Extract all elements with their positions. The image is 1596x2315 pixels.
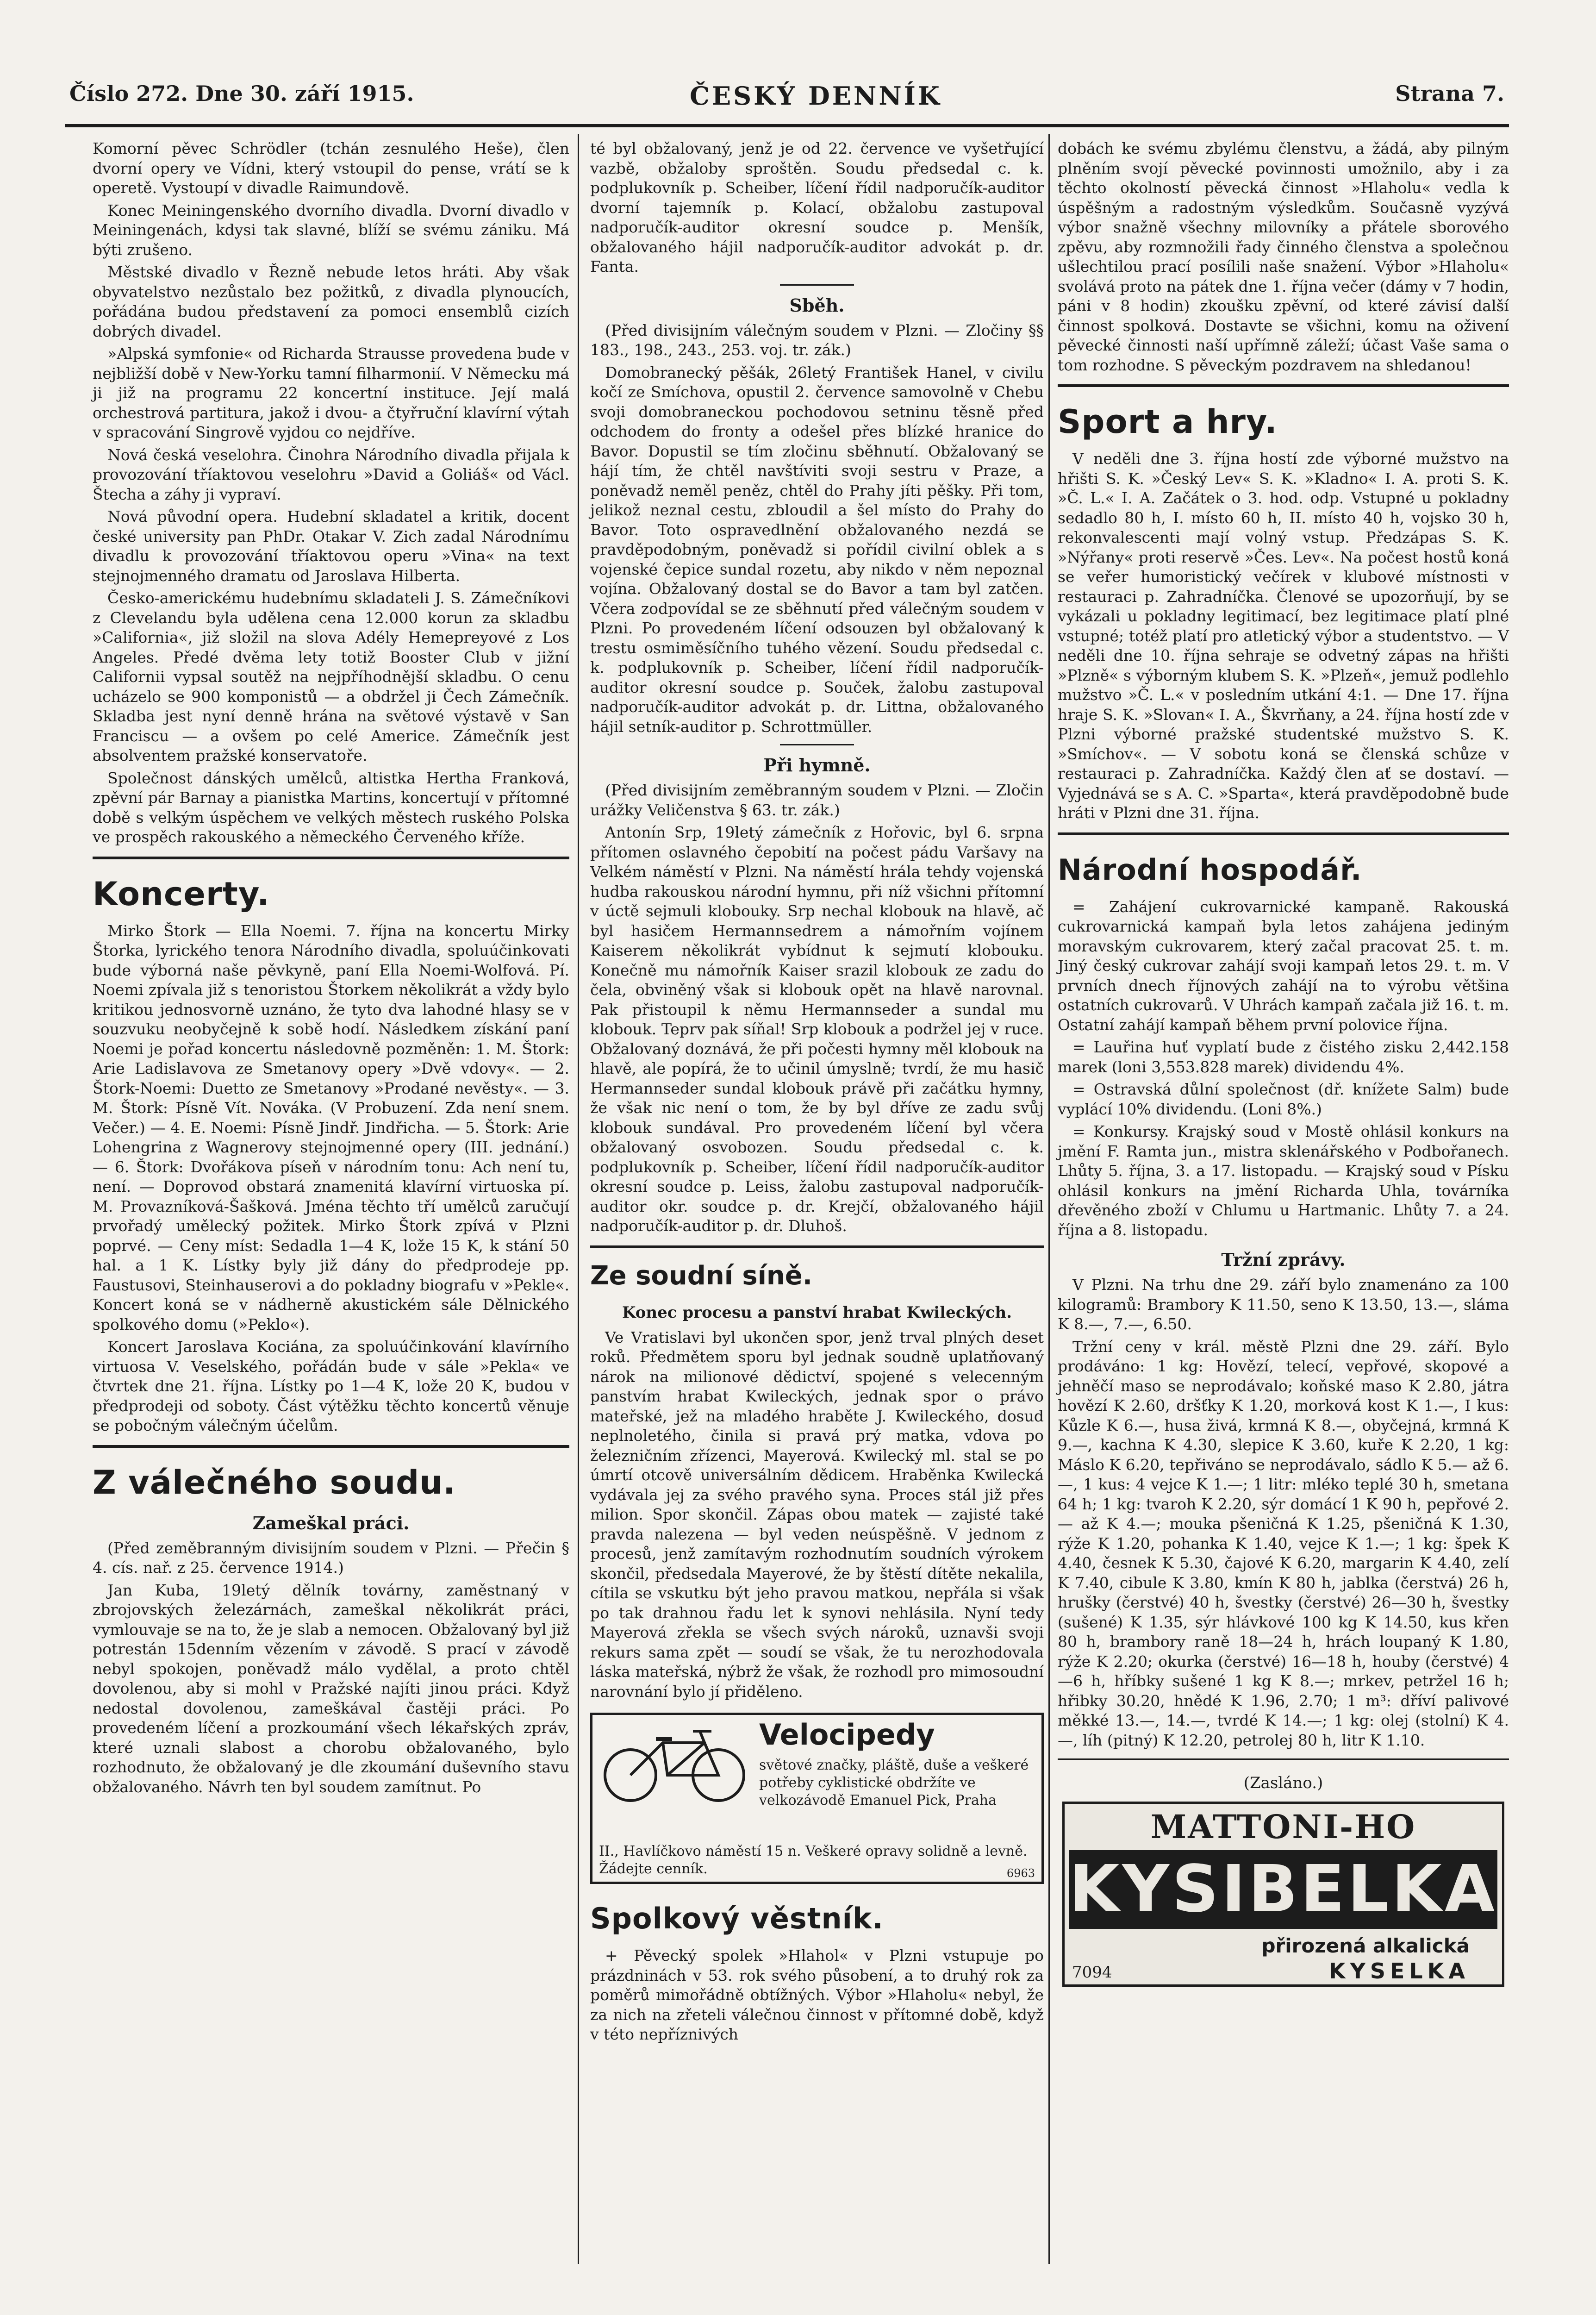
bicycle-icon bbox=[598, 1724, 751, 1803]
section-rule bbox=[1058, 832, 1509, 835]
section-heading-narodni-hospodar: Národní hospodář. bbox=[1058, 852, 1362, 887]
subheading-pri-hymne: Při hymně. bbox=[763, 755, 871, 776]
column-2 bbox=[590, 139, 1044, 2043]
article-trzni-ceny: Tržní ceny v král. městě Plzni dne 29. září. Bylo prodáváno: 1 kg: Hovězí, telecí, vepřové, skopové a jehněčí maso se neprodávalo; koňské maso K 2.80, játra hovězí K 2.60, dršťky K 1.20, morková kost K 1.—, I kus: Kůzle K 6.—, husa živá, krmná K 8.—, obyčejná, krmná K 9.—, kachna K 4.30, slepice K 3.60, kuře K 2.20, 1 kg: Máslo K 6.20, tepřiváno se neprodávalo, sádlo K 5.— až 6.—, 1 kus: 4 vejce K 1.—; 1 litr: mléko teplé 30 h, smetana 64 h; 1 kg: tvaroh K 2.20, sýr domácí 1 K 90 h, pepřové 2.— až K 4.—; mouka pšeničná K 1.25, pšeničná K 1.30, rýže K 1.20, pohanka K 1.40, vejce K 1.—; 1 kg: špek K 4.40, česnek K 5.30, čajové K 6.20, margarin K 4.40, zelí K 7.40, cibule K 3.80, kmín K 80 h, jablka (čerstvá) 26 h, hrušky (čerstvé) 40 h, švestky (čerstvé) 26—30 h, švestky (sušené) K 1.35, sýr hlávkové 100 kg K 14.50, kus křen 80 h, brambory raně 18—24 h, hrách loupaný K 1.80, rýže K 2.20; okurka (čerstvé) 16—18 h, houby (čerstvé) 4—6 h, hříbky sušené 1 kg K 8.—; mrkev, petržel 16 h; hřibky 30.20, hnědé K 1.96, 2.70; 1 m³: dříví palivové měkké 13.—, 14.—, tvrdé K 14.—; 1 kg: olej (stolní) K 4.—, líh (pitný) K 12.20, petrolej 80 h, litr K 1.10. bbox=[1058, 1337, 1509, 1749]
section-rule bbox=[93, 857, 569, 859]
article-rezno: Městské divadlo v Řezně nebude letos hráti. Aby však obyvatelstvo nezůstalo bez požitků, z divadla plynoucích, pořádána budou představení za pomoci ensemblů cizích dobrých divadel. bbox=[93, 263, 569, 340]
zaslano-label: (Zasláno.) bbox=[1243, 1774, 1323, 1792]
column-divider-1 bbox=[578, 134, 579, 2264]
article-trh-plzen: V Plzni. Na trhu dne 29. září bylo znamenáno za 100 kilogramů: Brambory K 11.50, seno K 13.50, 13.—, sláma K 8.—, 7.—, 6.50. bbox=[1058, 1276, 1509, 1333]
article-meiningen: Konec Meiningenského dvorního divadla. Dvorní divadlo v Meiningenách, kdysi tak slavné, blíží se svému zániku. Má býti zrušeno. bbox=[93, 201, 569, 259]
article-danska-spolecnost: Společnost dánských umělců, altistka Hertha Franková, zpěvní pár Barnay a pianistka Martins, koncertují v přítomné době s velkým úspěchem ve velkých městech ruského Polska ve prospěch rakouského a německého Červeného kříže. bbox=[93, 769, 569, 846]
advertisement-mattoni bbox=[1062, 1802, 1504, 1987]
article-stork-noemi: Mirko Štork — Ella Noemi. 7. října na koncertu Mirky Štorka, lyrického tenora Národního divadla, spoluúčinkovati bude výborná naše pěvkyně, paní Ella Noemi-Wolfová. Pí. Noemi zpívala již s tenoristou Štorkem několikrát a vždy bylo kritikou jednosvorně uznáno, že tyto dva lahodné hlasy se v souzvuku neobyčejně k sobě hodí. Následkem získání paní Noemi je pořad koncertu následovně pozměněn: 1. M. Štork: Arie Ladislavova ze Smetanovy opery »Dvě vdovy«. — 2. Štork-Noemi: Duetto ze Smetanovy »Prodané nevěsty«. — 3. M. Štork: Písně Vít. Nováka. (V Probuzení. Zda není snem. Večer.) — 4. E. Noemi: Písně Jindř. Jindřicha. — 5. Štork: Arie Lohengrina z Wagnerovy stejnojmenné opery (III. jednání.) — 6. Štork: Dvořákova píseň v národním tonu: Ach není tu, není. — Doprovod obstará znamenitá klavírní virtuoska pí. M. Provazníková-Šašková. Jména těchto tří umělců zaručují prvořadý umělecký požitek. Mirko Štork zpívá v Plzni poprvé. — Ceny míst: Sedadla 1—4 K, lože 15 K, k stání 50 hal. a 1 K. Lístky byly již dány do předprodeje pp. Faustusovi, Steinhauserovi a do pokladny biografu v »Pekle«. Koncert koná se v nádherně akustickém sále Dělnického spolkového domu (»Peklo«). bbox=[93, 921, 569, 1333]
subheading-kwilecki: Konec procesu a panství hrabat Kwileckých. bbox=[622, 1303, 1012, 1322]
masthead-rule bbox=[65, 124, 1509, 127]
article-cukrovarnicka-kampan: = Zahájení cukrovarnické kampaně. Rakouská cukrovarnická kampaň byla letos zahájena jediným moravským cukrovarem, který začal pracovat 25. t. m. Jiný český cukrovar zahájí svoji kampaň letos 29. t. m. V prvních dnech říjnových zahájí na to výrobu většina ostatních cukrovarů. V Uhrách kampaň začala již 16. t. m. Ostatní zahájí kampaň během první polovice října. bbox=[1058, 897, 1509, 1034]
newspaper-title: ČESKÝ DENNÍK bbox=[690, 81, 942, 111]
ad-velocipedy-number: 6963 bbox=[1006, 1867, 1035, 1880]
article-zamecnik: Česko-americkému hudebnímu skladateli J. S. Zámečníkovi z Clevelandu byla udělena cena 12.000 korun za skladbu »California«, již složil na slova Adély Hemepreyové z Los Angeles. Předé dvěma lety totiž Booster Club v jižní Californii vypsal soutěž na nejpříhodnější skladbu. O cenu ucházelo se 900 komponistů — a obdržel ji Čech Zámečník. Skladba jest nyní denně hrána na světové výstavě v San Franciscu — a ovšem po celé Americe. Zámečník jest absolventem pražské konservatoře. bbox=[93, 589, 569, 764]
article-hlahol: + Pěvecký spolek »Hlahol« v Plzni vstupuje po prázdninách v 53. rok svého působení, a to druhý rok za poměrů mimořádně obtížných. Výbor »Hlaholu« nebyl, že za nich na zřeteli válečnou činnost v přítomné době, když v této nepříznivých bbox=[590, 1946, 1044, 2043]
article-konkursy: = Konkursy. Krajský soud v Mostě ohlásil konkurs na jmění F. Ramta jun., mistra sklenářského v Podbořanech. Lhůty 5. října, 3. a 17. listopadu. — Krajský soud v Písku ohlásil konkurs na jmění Richarda Uhla, továrníka dřevěného zboží v Chlumu u Hartmanic. Lhůty 7. a 24. října a 8. listopadu. bbox=[1058, 1122, 1509, 1239]
article-alpska-symfonie: »Alpská symfonie« od Richarda Strausse provedena bude v nejbližší době v New-Yorku tamní filharmonií. V Německu má ji již na programu 22 koncertní instituce. Její malá orchestrová partitura, jakož i dvou- a čtyřruční klavírní výtah v spracování Singrově vyjdou co nejdříve. bbox=[93, 344, 569, 441]
article-schrodler: Komorní pěvec Schrödler (tchán zesnulého Heše), člen dvorní opery ve Vídni, který vstoupil do pense, vrátí se k operetě. Vystoupí v divadle Raimundově. bbox=[93, 139, 569, 197]
section-rule bbox=[590, 1245, 1044, 1248]
article-ostravska-spolecnost: = Ostravská důlní společnost (dř. knížete Salm) bude vyplácí 10% dividendu. (Loni 8%.) bbox=[1058, 1080, 1509, 1118]
column-1 bbox=[93, 139, 569, 2278]
column-3 bbox=[1058, 139, 1509, 2278]
ad-velocipedy-body: světové značky, pláště, duše a veškeré potřeby cyklistické obdržíte ve velkozávodě Emanuel Pick, Praha bbox=[759, 1757, 1029, 1808]
masthead bbox=[69, 81, 1504, 123]
article-hymne: Antonín Srp, 19letý zámečník z Hořovic, byl 6. srpna přítomen oslavného čepobití na počest pádu Varšavy na Velkém náměstí v Plzni. Na náměstí hrála tehdy vojenská hudba rakouskou národní hymnu, při níž všichni přítomní v úctě sejmuli klobouky. Srp nechal klobouk na hlavě, ač byl hasičem Hermannsedrem a námořním vojínem Kaiserem několikrát vybídnut k sejmutí klobouku. Konečně mu námořník Kaiser srazil klobouk ze zadu do čela, obviněný však si klobouk opět na hlavě narovnal. Pak přistoupil k němu Hermannseder a sundal mu klobouk. Teprv pak síňal! Srp klobouk a podržel jej v ruce. Obžalovaný doznává, že při počesti hymny měl klobouk na hlavě, ale popírá, že to učinil úmyslně; tvrdí, že mu hasič Hermannseder sundal klobouk právě při začátku hymny, že však nic není o tom, že by byl dříve ze zadu svůj klobouk sundával. Pro provedeném líčení byl včera obžalovaný osvobozen. Soudu předsedal c. k. podplukovník p. Scheiber, líčení řídil nadporučík-auditor okresní soudce p. Leiss, žalobu zastupoval nadporučík-auditor okr. soudce p. dr. Krejčí, obžalovaného hájil nadporučík-auditor p. dr. Dluhoš. bbox=[590, 823, 1044, 1235]
section-heading-spolkovy-vestnik: Spolkový věstník. bbox=[590, 1902, 884, 1935]
section-heading-soudni-sin: Ze soudní síně. bbox=[590, 1260, 813, 1291]
article-kocian: Koncert Jaroslava Kociána, za spoluúčinkování klavírního virtuosa V. Veselského, pořádán bude v sále »Pekla« ve čtvrtek dne 21. října. Lístky po 1—4 K, lože 20 K, budou v předprodeji od soboty. Část výtěžku těchto koncertů věnuje se pobočným válečným účelům. bbox=[93, 1338, 569, 1434]
article-nova-opera: Nová původní opera. Hudební skladatel a kritik, docent české university pan PhDr. Otakar V. Zich zadal Národnímu divadlu k provozování tříaktovou operu »Vina« na text stejnojmenného dramatu od Jaroslava Hilberta. bbox=[93, 507, 569, 585]
article-jan-kuba: Jan Kuba, 19letý dělník továrny, zaměstnaný v zbrojovských železárnách, zameškal několikrát práci, vymlouvaje se na to, že je slab a nemocen. Obžalovaný byl již potrestán 15denním vězením v závodě. S prací v závodě nebyl spokojen, poněvadž málo vydělal, a proto chtěl dovolenou, aby si mohl v Pražské najíti jinou práci. Když nedostal dovolenou, zameškával častěji práci. Po provedeném líčení a prozkoumání všech lékařských zpráv, které uznali slabost a chorobu obžalovaného, bylo rozhodnuto, že obžalovaný je dle zkoumání duševního stavu obžalovaného. Návrh ten byl soudem zamítnut. Po bbox=[93, 1581, 569, 1796]
ad-mattoni-kyselka: KYSELKA bbox=[1328, 1958, 1470, 1983]
article-nova-veselohra: Nová česká veselohra. Činohra Národního divadla přijala k provozování tříaktovou veselohru »David a Goliáš« od Václ. Štecha a záhy ji vypraví. bbox=[93, 445, 569, 503]
article-laurina-hut: = Lauřina huť vyplatí bude z čistého zisku 2,442.158 marek (loni 3,553.828 marek) dividendu 4%. bbox=[1058, 1038, 1509, 1076]
ad-velocipedy-title: Velocipedy bbox=[759, 1718, 935, 1752]
section-heading-koncerty: Koncerty. bbox=[93, 875, 270, 913]
article-kwilecki: Ve Vratislavi byl ukončen spor, jenž trval plných deset roků. Předmětem sporu byl jednak soudně uplatňovaný nárok na milionové dědictví, spojené s velecenným panstvím hrabat Kwileckých, jednak spor o právo mateřské, jež na mladého hraběte J. Kwileckého, dosud neplnoletého, činila si pravá prý matka, vdova po železničním zřízenci, Mayerová. Kwilecký ml. stal se po úmrtí otcově universálním dědicem. Hraběnka Kwilecká vydávala jej za svého pravého syna. Proces stál již přes milion. Spor skončil. Zápas obou matek — zajisté také pravda nalezena — byl veden neúspěšně. V jednom z procesů, jenž zamítavým rozhodnutím soudních výrokem skončil, předsedala Mayerové, že by štěstí dítěte nekalila, cítila se vskutku být jeho pravou matkou, nepřála si však po tak drahnou řadu let k synovi nehlásila. Nyní tedy Mayerová zřekla se všech svých nároků, uznavši svoji rekurs sama zpět — soudí se však, že tu nerozhodovala láska mateřská, nýbrž že však, že rozhodl pro mimosoudní narovnání bylo jí přiděleno. bbox=[590, 1328, 1044, 1701]
article-continued: té byl obžalovaný, jenž je od 22. července ve vyšetřující vazbě, obžaloby sproštěn. Soudu předsedal c. k. podplukovník p. Scheiber, líčení řídil nadporučík-auditor dvorní tajemník p. Kolací, obžalobu zastupoval nadporučík-auditor okresní soudce p. Menšík, obžalovaného hájil nadporučík-auditor advokát p. dr. Fanta. bbox=[590, 139, 1044, 275]
ad-mattoni-tagline: přirozená alkalická bbox=[1261, 1934, 1470, 1957]
article-rule bbox=[780, 744, 854, 745]
column-divider-2 bbox=[1048, 134, 1050, 2264]
section-heading-sport: Sport a hry. bbox=[1058, 403, 1278, 441]
market-prices bbox=[1058, 1275, 1509, 1750]
article-hlahol-continued: dobách ke svému zbylému členstvu, a žádá, aby pilným plněním svojí pěvecké povinnosti umožnilo, aby i za těchto okolností pěvecká činnost »Hlaholu« vedla k úspěšným a radostným výsledkům. Současně vyzývá výbor snažně všechny milovníky a přátele sborového zpěvu, aby rozmnožili řady činného členstva a společnou ušlechtilou prací posílili naše snažení. Výbor »Hlaholu« svolává proto na pátek dne 1. října večer (dámy v 7 hodin, páni v 8 hodin) zkoušku zpěvní, od které závisí další činnost spolková. Dostavte se všichni, komu na oživení pěvecké činnosti naší upřímně záleží; účast Vaše sama o tom rozhodne. S pěveckým pozdravem na shledanou! bbox=[1058, 139, 1509, 374]
ad-velocipedy-footer: II., Havlíčkovo náměstí 15 n. Veškeré opravy solidně a levně. Žádejte cenník. bbox=[599, 1843, 1028, 1877]
advertisement-velocipedy bbox=[590, 1713, 1044, 1884]
article-sport: V neděli dne 3. října hostí zde výborné mužstvo na hřišti S. K. »Český Lev« S. K. »Kladno« I. A. proti S. K. »Č. L.« I. A. Začátek o 3. hod. odp. Vstupné u pokladny sedadlo 80 h, I. místo 60 h, II. místo 40 h, vojsko 30 h, rekonvalescenti mají volný vstup. Předzápas S. K. »Nýřany« proti reservě »Čes. Lev«. Na počest hostů koná se veřer humoristický večírek v klubové místnosti v restauraci p. Zahradníčka. Členové se upozorňují, by se vykázali u pokladny legitimací, bez legitimace platí plné vstupné; totéž platí pro atletický výbor a studentstvo. — V neděli dne 10. října sehraje se odvetný zápas na hřišti »Plzně« s výborným klubem S. K. »Plzeň«, jemuž podlehlo mužstvo »Č. L.« v posledním utkání 4:1. — Dne 17. října hraje S. K. »Slovan« I. A., Škvrňany, a 24. října hostí zde v Plzni výborné pražské studentské mužstvo S. K. »Smíchov«. — V sobotu koná se členská schůze v restauraci p. Zahradníčka. Každý člen ať se dostaví. — Vyjednává se s A. C. »Sparta«, která pravděpodobně bude hráti v Plzni dne 31. října. bbox=[1058, 450, 1509, 822]
section-rule bbox=[1058, 384, 1509, 387]
subheading-sbeh: Sběh. bbox=[789, 294, 845, 316]
article-soud-intro: (Před zeměbranným divisijním soudem v Plzni. — Přečin § 4. cís. nař. z 25. července 1914.) bbox=[93, 1539, 569, 1577]
article-sbeh-intro: (Před divisijním válečným soudem v Plzni. — Zločiny §§ 183., 198., 243., 253. voj. tr. zák.) bbox=[590, 321, 1044, 359]
issue-date: Číslo 272. Dne 30. září 1915. bbox=[69, 81, 414, 106]
article-hymne-intro: (Před divisijním zeměbranným soudem v Plzni. — Zločin urážky Veličenstva § 63. tr. zák.) bbox=[590, 781, 1044, 819]
section-rule bbox=[93, 1445, 569, 1448]
ad-mattoni-number: 7094 bbox=[1072, 1963, 1112, 1982]
page-number: Strana 7. bbox=[1395, 81, 1504, 106]
ad-mattoni-brand: MATTONI-HO bbox=[1150, 1808, 1416, 1846]
subheading-trzni-zpravy: Tržní zprávy. bbox=[1221, 1249, 1346, 1270]
ad-mattoni-product: KYSIBELKA bbox=[1069, 1850, 1497, 1929]
section-heading-valecny-soud: Z válečného soudu. bbox=[93, 1463, 456, 1502]
article-sbeh: Domobranecký pěšák, 26letý František Hanel, v civilu kočí ze Smíchova, opustil 2. července samovolně v Chebu svoji domobraneckou pochodovou setninu těsně před odchodem do fronty a odešel přes blízké hranice do Bavor. Dopustil se tím zločinu sběhnutí. Obžalovaný se hájí tím, že chtěl navštíviti svoji sestru v Praze, a poněvadž neměl peněz, chtěl do Prahy jíti pěšky. Při tom, jelikož neznal cestu, zbloudil a šel místo do Prahy do Bavor. Toto ospravedlnění obžalovaného nezdá se pravděpodobným, poněvadž si pořídil civilní oblek a s vojenské čepice sundal rozetu, aby nikdo v něm nepoznal vojína. Obžalovaný dostal se do Bavor a tam byl zatčen. Včera zodpovídal se ze sběhnutí před válečným soudem v Plzni. Po provedeném líčení odsouzen byl obžalovaný k trestu osmiměsíčního tuhého vězení. Soudu předsedal c. k. podplukovník p. Scheiber, líčení řídil nadporučík-auditor okresní soudce p. Souček, žalobu zastupoval nadporučík-auditor advokát p. dr. Littna, obžalovaného hájil setník-auditor p. Schrottmüller. bbox=[590, 363, 1044, 736]
article-rule bbox=[1058, 1758, 1509, 1760]
article-rule bbox=[780, 284, 854, 286]
subheading-zameskal-praci: Zameškal práci. bbox=[252, 1512, 410, 1533]
